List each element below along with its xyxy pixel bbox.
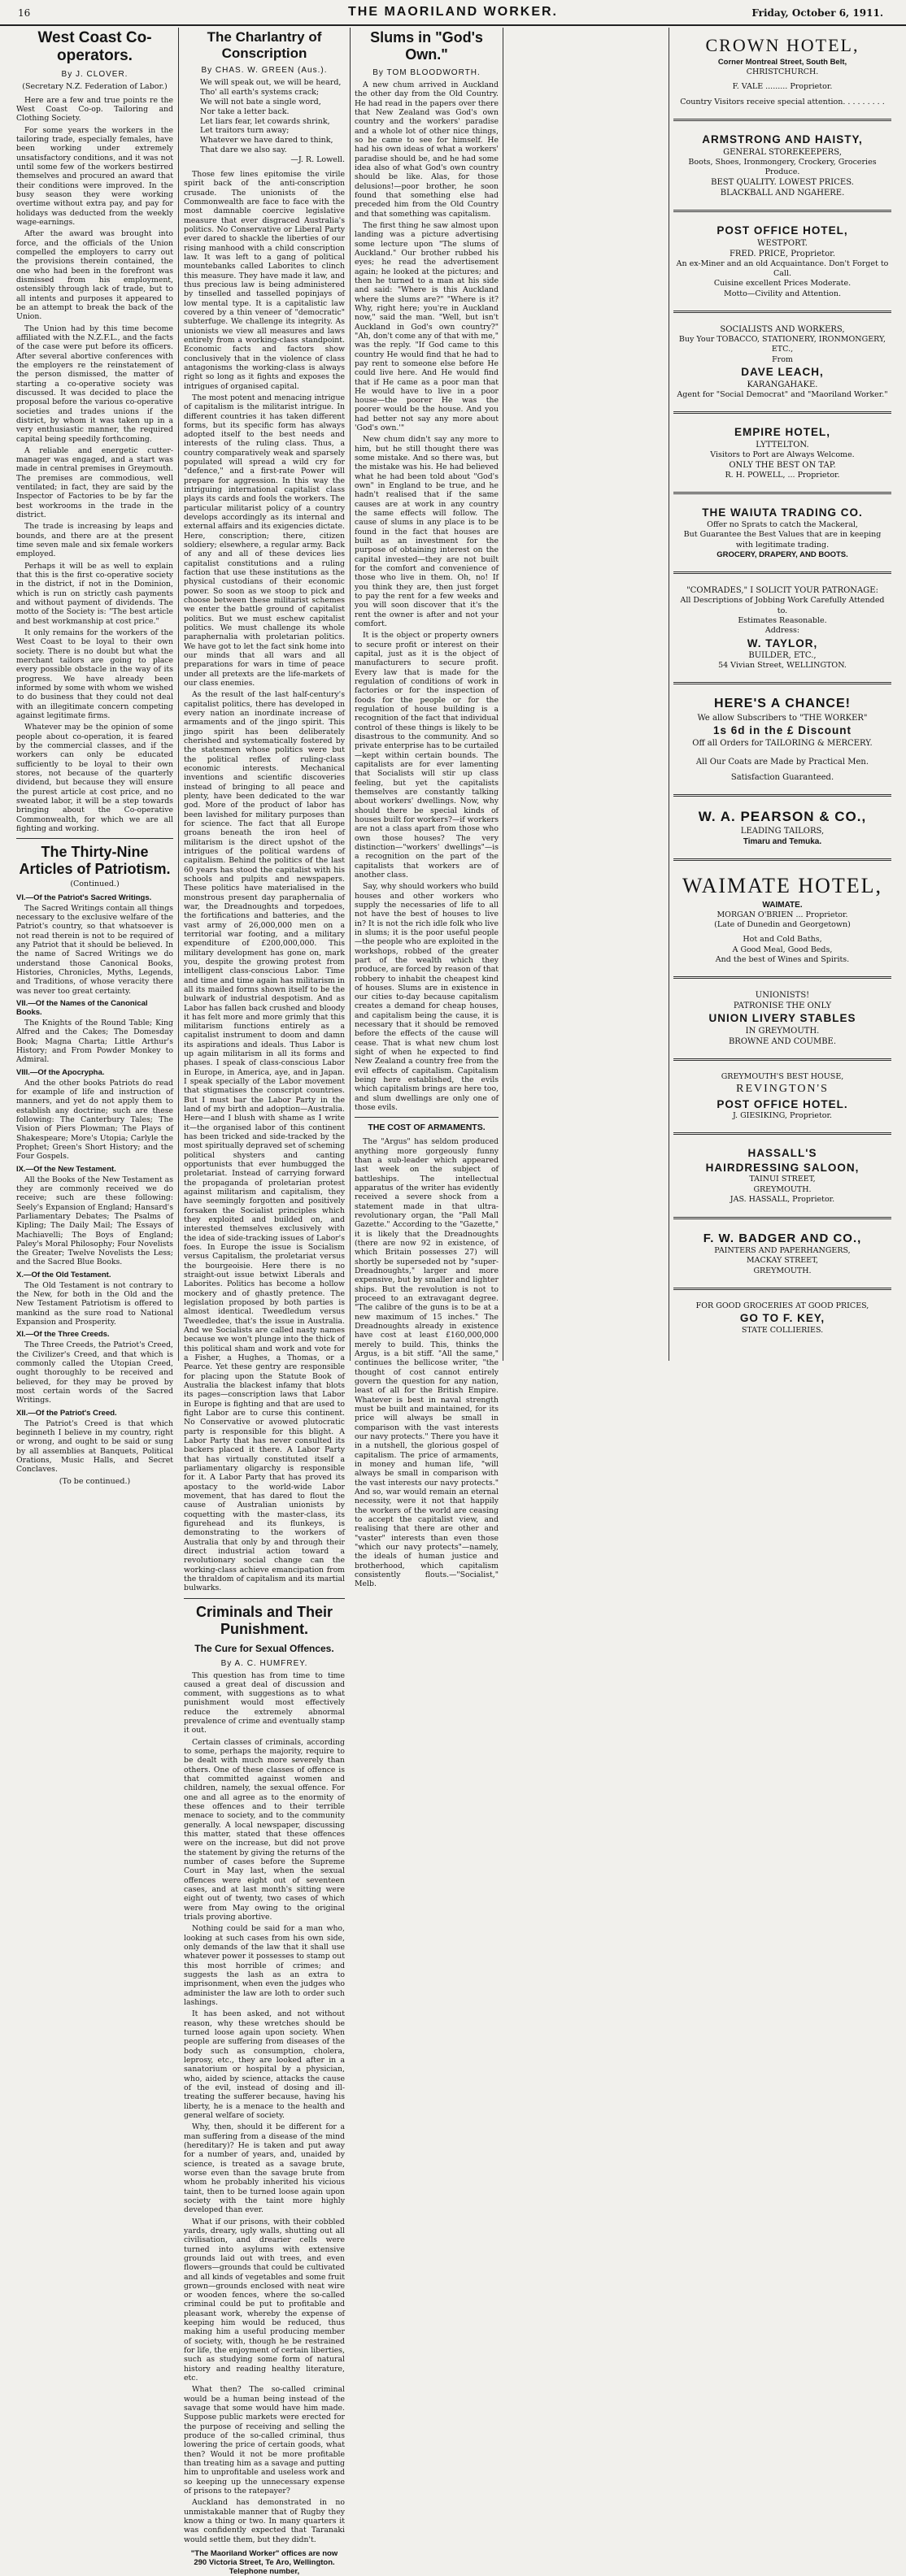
verse-line: We will speak out, we will be heard, xyxy=(200,78,342,88)
divider xyxy=(673,411,891,414)
ad-line: F. VALE ......... Proprietor. xyxy=(732,82,833,92)
ad-line: GENERAL STOREKEEPERS, xyxy=(723,147,842,157)
ad-heading: DAVE LEACH, xyxy=(741,366,824,379)
ad-line: KARANGAHAKE. xyxy=(747,380,818,389)
ad-line: IN GREYMOUTH. xyxy=(745,1026,820,1036)
divider xyxy=(673,858,891,861)
section-heading: VIII.—Of the Apocrypha. xyxy=(16,1067,105,1077)
byline-note: (Secretary N.Z. Federation of Labor.) xyxy=(22,81,168,91)
ad-union-livery xyxy=(673,985,891,1052)
ad-hassalls xyxy=(673,1141,891,1210)
ad-line: And the best of Wines and Spirits. xyxy=(715,955,850,965)
paragraph: The most potent and menacing intrigue of capitalism is the militarist intrigue. In different countries it has taken different forms, but its specific form has always adopted itself to the best needs and interests of the ruling class. Thus, a country comparatively weak and sparsely populated will spread a wild cry for "defence," and a first-rate Power will prepare for aggression. In this way the intriguing international capitalist class plays its cards and fools the workers. The particular militarist policy of a country develops accordingly as its internal and external affairs and its exigencies dictate. Here, conscription; there, citizen soldiery; elsewhere, a regular army. Back of any and all of these devices lies capitalist constitutions and a ruling faction that use these institutions as the physical custodians of their economic power. So soon as we stoop to pick and choose between these militarist schemes we enter the battle ground of capitalist politics. But we must eschew capitalist politics. We must challenge its whole paraphernalia with proletarian politics. We have got to let the fact sink home into our minds that all wars and all preparations for wars in time of peace under all pretexts are the life-markets of our class enemies. xyxy=(184,393,345,689)
paragraph: The Patriot's Creed is that which beginneth I believe in my country, right or wrong, and ought to be said or sung by all assemblies at Banquets, Political Orations, Music Halls, and Secret Conclaves. xyxy=(16,1418,173,1475)
ad-line: J. GIESIKING, Proprietor. xyxy=(732,1111,833,1121)
ad-line: Off all Orders for TAILORING & MERCERY. xyxy=(692,738,873,748)
ad-line: GREYMOUTH'S BEST HOUSE, xyxy=(721,1071,844,1081)
paragraph: The Knights of the Round Table; King Alfred and the Cakes; The Domesday Book; Magna Charta; Little Arthur's History; and From Powder Monkey to Admiral. xyxy=(16,1018,173,1065)
divider xyxy=(673,1058,891,1061)
ad-line: Country Visitors receive special attention. . . . . . . . . xyxy=(680,97,885,106)
ad-line: GREYMOUTH. xyxy=(753,1266,812,1275)
continued-note: (Continued.) xyxy=(70,879,120,888)
ad-line: Satisfaction Guaranteed. xyxy=(730,772,834,782)
ad-dave-leach xyxy=(673,319,891,405)
ad-line: WESTPORT. xyxy=(757,238,808,248)
paragraph: New chum didn't say any more to him, but he still thought there was some mistake. And so there was, but the mistake was his. He had believed what he had been told about "God's own" in England to be true, and he hadn't realised that if the same causes are at work in any country the same effects will follow. The cause of slums in any place is to be found in the fact that houses are built as an investment for the purpose of obtaining interest on the capital invested—they are not built for the comfort and convenience of those who live in them. Oh, no! If you think they are, then just forget to pay the rent for a few weeks and you will soon discover that it's the rent the owner is after and not your comfort. xyxy=(355,435,499,629)
paragraph: The Sacred Writings contain all things necessary to the exclusive welfare of the Patriot's country, so that whatsoever is not read therein is not to be required of any Patriot that it should be believed. In the name of Sacred Writings we do understand those Canonical Books, Histories, Chronicles, Myths, Legends, and Traditions, of whose veracity there was never too great certainty. xyxy=(16,903,173,996)
ad-line: TAINUI STREET, xyxy=(749,1175,816,1184)
ad-line: CHRISTCHURCH. xyxy=(746,67,819,76)
divider xyxy=(673,571,891,574)
ad-line: GREYMOUTH. xyxy=(753,1184,812,1194)
divider xyxy=(673,311,891,313)
paragraph: All the Books of the New Testament as they are commonly received we do receive; such are these following: Seely's Expansion of England; Hansard's Parliamentary Debates; The Psalms of Kipling; The Daily Mail; The Essays of Machiavelli; The Boys of England; Paley's Moral Philosophy; Four Novelists the Greater; Twelve Novelists the Less; and the Sacred Blue Books. xyxy=(16,1175,173,1267)
office-notice: "The Maoriland Worker" offices are now 290 Victoria Street, Te Aro, Wellington. Telephone number, xyxy=(190,2549,338,2576)
paragraph: It has been asked, and not without reason, why these wretches should be turned loose again upon society. When people are suffering from diseases of the body such as consumption, cholera, leprosy, etc., they are looked after in a sanatorium or hospital by a physician, who, aided by science, attacks the cause of the evil, instead of dosing and ill-treating the sufferer because, having his liberty, he is a menace to the health and general welfare of society. xyxy=(184,2009,345,2120)
paragraph: Here are a few and true points re the West Coast Co-op. Tailoring and Clothing Society. xyxy=(16,95,173,124)
ad-line: From xyxy=(772,354,793,364)
paragraph: Whatever may be the opinion of some people about co-operation, it is feared by the commercial classes, and if the workers can only be educated sufficiently to be loyal to their own stores, not because of the quarterly dividend, but because they will ensure the purest article at cost price, and no sweated labor, it will be a step towards bringing about the Co-operative Commonwealth, for which we are all fighting and working. xyxy=(16,723,173,833)
ad-line: PAINTERS AND PAPERHANGERS, xyxy=(714,1246,851,1256)
ad-line: Hot and Cold Baths, xyxy=(743,935,822,945)
ad-heading: W. A. PEARSON & CO., xyxy=(698,808,867,824)
paragraph: A new chum arrived in Auckland the other day from the Old Country. He had read in the papers over there that New Zealand was God's own country and the workers' paradise and a whole lot of other nice things, so he came to see for himself. He had his own ideas of what a workers' paradise should be, and he had some idea also of what God's own country should be like. Alas, for those delusions!—poor brother, he soon found that something else had preceded him from the Old Country and that something was capitalism. xyxy=(355,80,499,219)
section-heading: VII.—Of the Names of the Canonical Books. xyxy=(16,998,148,1017)
paragraph: Auckland has demonstrated in no unmistakable manner that of Rugby they know a thing or two. In many quarters it was confidently expected that Taranaki would settle them, but they didn't. xyxy=(184,2498,345,2544)
paragraph: As the result of the last half-century's capitalist politics, there has developed in every nation an inordinate increase of armaments and of the jingo spirit. This jingo spirit has been deliberately cherished and systematically fostered by the statesmen whose politics were but the political reflex of ruling-class economic interests. Mechanical inventions and scientific discoveries instead of bringing to all peace and plenty, have been dedicated to the war god. More of the product of labor has been lavished for military purposes than for science. The fact that all Europe groans beneath the iron heel of militarism is the direct upshot of the intrigues of the political wardens of capitalism. Behind the politics of the last 60 years has stood the capitalist with his schools and pulpits and newspapers. These politics have materialised in the monstrous present day paraphernalia of war, the Dreadnoughts and torpedoes, the fortifications and batteries, and the vast army of 26,000,000 men on a territorial war footing, and a military expenditure of £200,000,000. This military development has gone on, mark you, despite the growing protest from intelligent class-conscious Labor. Time and time and time again has militarism in all its mailed forms shown itself to be the bulwark of industrial despotism. And as Labor has fallen back crushed and bloody it has felt more and more grimly that this militarism functions entirely as a capitalist instrument to doom and damn its aspirations and ideals. Thus Labor is up again militarism in all its forms and phases. I speak of class-conscious Labor in Europe, in America, aye, and in Japan. I speak specially of the Labor movement that stigmatises the conscript countries. But I must bar the Labor Party in the land of my birth and adoption—Australia. Here—and I blush with shame as I write it—the organised labor of this continent has been tricked and side-tracked by the most spiritually depraved set of scheming political shysters and canting opportunists that ever humbugged the proletariat. Instead of carrying forward the propaganda of proletarian protest against militarism and capitalism, they have seemingly forgotten and positively forsaken the Socialist principles which they exploited and builded on, and interested themselves exclusively with the idea of side-tracking issues of Labor's foes. In Europe the issue is Socialism versus Capitalism, the proletariat versus the bourgeoisie. Here there is no straight-out issue betwixt Liberals and Laborites. Politics has become a hollow mockery and of ghastly pretence. The legislation proposed by both parties is almost identical. Tweedledum versus Tweedledee, that's the issue in Australia. And we Socialists are called nasty names because we won't plunge into the thick of this political sham and work and vote for a Fisher, a Hughes, a Thomas, or a Pearce. Yet these gentry are responsible for placing upon the Statute Book of Australia the blackest infamy that blots its pages—conscription laws that Labor in Europe is fighting and that are used to fight Labor are to curse this continent. No Conservative or avowed plutocratic party is responsible for this blight. A Labor Party that has never consulted its backers placed it there. A Labor Party that has virtually constituted itself a parliamentary oligarchy is responsible for it. A Labor Party that has proved its apostacy to the world-wide Labor movement, that has dared to flout the cause of Australian unionists by coquetting with the master-class, its figurehead and its flunkeys, is demonstrating to the workers of Australia that only by and through their direct industrial action toward a revolutionary social change can the working-class achieve emancipation from the thraldom of capitalism and its martial bulwarks. xyxy=(184,690,345,1593)
ad-line: But Guarantee the Best Values that are in keeping with legitimate trading. xyxy=(683,530,882,550)
ad-heading: F. W. BADGER AND CO., xyxy=(703,1231,862,1245)
paragraph: The first thing he saw almost upon landing was a picture advertising some lecture upon "The slums of Auckland." Our brother rubbed his eyes; he read the advertisement again; he looked at the pictures; and then he turned to a man at his side and said: "Where is this Auckland where the slums are?" "Where is it? Why, right here; you're in Auckland now," said the man. "Well, but isn't Auckland in God's own country?" "Ah, don't come any of that with me," was the reply. "If God came to this country He would find that he had to pay rent to someone else before He could live here. And He would find that if He came as a poor man that He would have to live in a poor house—the poorer He was the poorer would be the house. And you had better not say any more about 'God's own.'" xyxy=(355,220,499,433)
masthead xyxy=(0,0,906,26)
ad-revingtons xyxy=(673,1067,891,1126)
paragraph: Perhaps it will be as well to explain that this is the first co-operative society in the district, if not in the Dominion, which is run on strictly cash payments and without payment of dividends. The motto of the Society is: "The best article and best workmanship at cost price." xyxy=(16,561,173,626)
article-title: The Charlantry of Conscription xyxy=(207,29,322,61)
ad-heading: HAIRDRESSING SALOON, xyxy=(705,1161,860,1174)
divider xyxy=(673,1132,891,1135)
paragraph: The "Argus" has seldom produced anything more gorgeously funny than a sub-leader which appeared last week on the subject of battleships. The intellectual apparatus of the writer has evidently received a severe shock from a statement made in that ultra-revolutionary organ, the "Pall Mall Gazette." According to the "Gazette," it is likely that the Dreadnoughts (there are now 92 in existence, of which Britain possesses 27) will shortly be superseded not by "super-Dreadnoughts," larger and more expensive, but by smaller and lighter ships. But the revolution is not to proceed to an extravagant degree. "The calibre of the guns is to be at a new maximum of 15 inches." The Dreadnoughts already in existence have cost at least £160,000,000 merely to build. This, thinks the Argus, is a bit stiff. "All the same," continues the bellicose writer, "the thought of cost cannot entirely govern the question for any nation, least of all for the British Empire. Whatever is best in naval strength must be built and maintained, for its price will always be small in comparison with the vast interests our navy protects." There you have it in a nutshell, the glorious gospel of capitalism. The price of armaments, in money and human life, "will always be small in comparison with the vast interests our navy protects." And so, war would remain an eternal necessity, were it not that happily the workers of the world are ceasing to accept the capitalist view, and realising that there are other and "vaster" interests than even those "which our navy protects"—namely, the ideals of human justice and brotherhood, which capitalism consistently flouts.—"Socialist," Melb. xyxy=(355,1137,499,1589)
byline: By A. C. HUMFREY. xyxy=(220,1658,308,1668)
byline: By CHAS. W. GREEN (Aus.). xyxy=(201,66,328,76)
ad-line: UNIONISTS! xyxy=(755,991,810,1001)
paragraph: What then? The so-called criminal would be a human being instead of the savage that some would have him made. Suppose public markets were erected for the purpose of receiving and selling the produce of the so-called criminal, thus lowering the price of certain goods, what then? Would it not be more profitable than treating him as a savage and putting him to unprofitable and useless work and so keeping up the unnecessary expense of prisons to the ratepayer? xyxy=(184,2385,345,2496)
ad-post-office-hotel xyxy=(673,219,891,304)
article-title: West Coast Co-operators. xyxy=(37,29,152,64)
divider xyxy=(184,1598,345,1599)
verse-line: Let traitors turn away; xyxy=(200,126,290,136)
section-heading: XI.—Of the Three Creeds. xyxy=(16,1330,110,1340)
column-1 xyxy=(16,29,173,1486)
paragraph: It only remains for the workers of the West Coast to be loyal to their own society. There is no doubt but what the merchant tailors are going to place every possible obstacle in the way of its progress. We have already been informed by some with whom we wished to do business that they could not deal with an illegitimate concern competing against legitimate firms. xyxy=(16,628,173,721)
divider xyxy=(673,794,891,797)
ad-heading: EMPIRE HOTEL, xyxy=(734,426,830,439)
ad-line: STATE COLLIERIES. xyxy=(741,1325,824,1335)
paragraph: After the award was brought into force, and the officials of the Union compelled the employers to carry out the provisions therein contained, the one who had been in the forefront was dismissed from his employment, ostensibly through lack of trade, but to all intents and purposes it appeared to be an attempt to break the back of the Union. xyxy=(16,229,173,322)
paragraph: The Old Testament is not contrary to the New, for both in the Old and the New Testament Patriotism is offered to mankind as the sure road to National Expansion and Prosperity. xyxy=(16,1280,173,1327)
ad-line: Boots, Shoes, Ironmongery, Crockery, Groceries Produce. xyxy=(688,157,877,176)
ad-waiuta-trading xyxy=(673,501,891,565)
section-heading: VI.—Of the Patriot's Sacred Writings. xyxy=(16,893,152,902)
ad-line: All Descriptions of Jobbing Work Carefully Attended to. xyxy=(680,596,885,615)
paragraph: Those few lines epitomise the virile spirit back of the anti-conscription crusade. The unionists of the Commonwealth are face to face with the most damnable coercive legislative measure that ever disgraced Australia's politics. No Conservative or Liberal Party ever dared to shackle the liberties of our rising manhood with a child conscription law. It was left to a gang of political mountebanks called Laborites to clinch this measure. They have made it law, and thus precious law is being administered by tinselled and tasselled popinjays of low mental type. It is a capitalistic law covered by a thin veneer of "democratic" subterfuge. We challenge its integrity. As unionists we view all measures and laws entirely from a working-class standpoint. Economic facts and factors show conclusively that in the violence of class antagonisms the working-class is always right so long as it fights and exposes the intrigues of organised capital. xyxy=(184,169,345,391)
ad-heading: SOCIALISTS AND WORKERS, xyxy=(720,325,845,335)
article-title: THE COST OF ARMAMENTS. xyxy=(368,1123,486,1133)
paragraph: This question has from time to time caused a great deal of discussion and comment, with suggestions as to what punishment would most effectively reduce the extremely abnormal prevalence of crime and eventually stamp it out. xyxy=(184,1670,345,1735)
ad-line: FOR GOOD GROCERIES AT GOOD PRICES, xyxy=(695,1301,869,1311)
ad-line: LYTTELTON. xyxy=(756,440,809,450)
ad-line: Offer no Sprats to catch the Mackeral, xyxy=(707,519,858,529)
ad-line: Buy Your TOBACCO, STATIONERY, IRONMONGERY, ETC., xyxy=(678,335,886,354)
ad-line: Agent for "Social Democrat" and "Maoriland Worker." xyxy=(677,389,888,399)
ad-line: JAS. HASSALL, Proprietor. xyxy=(730,1195,835,1205)
ad-line: ONLY THE BEST ON TAP. xyxy=(729,460,836,470)
ad-line: Estimates Reasonable. xyxy=(738,615,827,625)
divider xyxy=(673,1288,891,1290)
paragraph: Why, then, should it be different for a man suffering from a disease of the mind (hereditary)? He is taken and put away for a number of years, and, unaided by science, is treated as a savage brute, worse even than the savage brute from whom he probably inherited his vicious taint, then to be turned loose again upon society with the taint more highly developed than ever. xyxy=(184,2122,345,2215)
issue-date: Friday, October 6, 1911. xyxy=(751,7,883,19)
column-rule xyxy=(178,28,179,1361)
ad-line: Cuisine excellent Prices Moderate. xyxy=(713,279,852,289)
column-rule xyxy=(350,28,351,1361)
ad-line: PATRONISE THE ONLY xyxy=(733,1001,832,1011)
ad-heading: HERE'S A CHANCE! xyxy=(714,697,851,711)
ad-w-taylor xyxy=(673,580,891,675)
ad-heading: W. TAYLOR, xyxy=(747,636,818,649)
column-2 xyxy=(184,29,345,2576)
ad-line: Timaru and Temuka. xyxy=(743,836,822,846)
divider xyxy=(673,492,891,494)
paragraph: The Union had by this time become affiliated with the N.Z.F.L., and the facts of the case were put before its officers. After several abortive conferences with the employers re the reinstatement of the person dismissed, the matter of starting a co-operative society was discussed. It was decided to place the proposal before the various co-operative societies and trades unions if the district, by whom it was taken up in a very enthusiastic manner, the required capital being speedily forthcoming. xyxy=(16,324,173,444)
ad-line: MACKAY STREET, xyxy=(746,1256,819,1266)
ad-line: WAIMATE. xyxy=(762,900,803,910)
ad-line: Motto—Civility and Attention. xyxy=(724,289,841,298)
divider xyxy=(673,976,891,979)
ad-waimate-hotel xyxy=(673,867,891,971)
continued-note: (To be continued.) xyxy=(59,1476,131,1486)
ad-heading: 1s 6d in the £ Discount xyxy=(712,724,852,737)
ad-line: BEST QUALITY. LOWEST PRICES. xyxy=(711,178,854,188)
ad-heading: ARMSTRONG AND HAISTY, xyxy=(702,132,863,146)
divider xyxy=(673,682,891,684)
ad-line: (Late of Dunedin and Georgetown) xyxy=(714,920,851,930)
ad-line: Corner Montreal Street, South Belt, xyxy=(717,57,847,67)
ad-armstrong-haisty xyxy=(673,128,891,203)
ad-line: We allow Subscribers to "THE WORKER" xyxy=(697,714,868,723)
ads-column xyxy=(673,29,891,1362)
verse-line: Let liars fear, let cowards shrink, xyxy=(200,116,330,126)
ad-line: FRED. PRICE, Proprietor. xyxy=(729,249,836,258)
verse-line: Whatever we have dared to think, xyxy=(200,136,333,146)
newspaper-title: THE MAORILAND WORKER. xyxy=(348,5,558,19)
ad-line: Address: xyxy=(764,626,800,636)
article-subtitle: The Cure for Sexual Offences. xyxy=(194,1642,334,1654)
ad-line: An ex-Miner and an old Acquaintance. Don't Forget to Call. xyxy=(676,258,889,279)
paragraph: Certain classes of criminals, according to some, perhaps the majority, require to be dealt with much more severely than others. One of these classes of offence is that committed against women and children, namely, the sexual offence. For one and all agree as to the enormity of these offences and to their terrible menace to society, and to the community generally. A local newspaper, discussing this matter, stated that these offences were on the increase, but did not prove the statement by giving the returns of the number of cases before the Supreme Court in May last, when the sexual offences were eight out of seventeen cases, and at last month's sitting were eight out of twenty, two cases of which were from May owing to the original trials proving abortive. xyxy=(184,1737,345,1922)
ad-line: MORGAN O'BRIEN ... Proprietor. xyxy=(717,910,848,919)
ad-crown-hotel xyxy=(673,29,891,112)
verse-line: —J. R. Lowell. xyxy=(290,155,345,165)
ad-line: 54 Vivian Street, WELLINGTON. xyxy=(718,661,847,671)
column-3 xyxy=(355,29,499,1589)
paragraph: For some years the workers in the tailoring trade, especially females, have been working under extremely unsatisfactory conditions, and it was not until some few of the workers bestirred themselves and procured an award that their conditions were improved. In the busy season they were working overtime without extra pay, and pay for holidays was deducted from the weekly wage-earnings. xyxy=(16,125,173,227)
article-title: Criminals and Their Punishment. xyxy=(195,1603,333,1637)
paragraph: Nothing could be said for a man who, looking at such cases from his own side, only demands of the law that it shall use whatever power it possesses to stamp out this most horrible of crimes; and suggests the lash as an extra to imprisonment, when even the judges who administer the law are loth to order such lashings. xyxy=(184,1924,345,2007)
article-title: The Thirty-Nine Articles of Patriotism. xyxy=(19,844,171,877)
paragraph: The Three Creeds, the Patriot's Creed, the Civilizer's Creed, and that which is commonly called the Utopian Creed, ought thoroughly to be received and believed, for they may be proved by most certain words of the Sacred Writings. xyxy=(16,1340,173,1405)
ad-heading: GO TO F. KEY, xyxy=(739,1312,825,1325)
ad-line: LEADING TAILORS, xyxy=(740,826,825,836)
ad-heading: UNION LIVERY STABLES xyxy=(708,1012,856,1025)
ad-badger xyxy=(673,1226,891,1282)
ad-heading: THE WAIUTA TRADING CO. xyxy=(702,506,863,519)
divider xyxy=(673,119,891,121)
paragraph: The trade is increasing by leaps and bounds, and there are at the present time seven male and six female workers employed. xyxy=(16,522,173,559)
ad-empire-hotel xyxy=(673,420,891,485)
ad-heading: POST OFFICE HOTEL, xyxy=(717,224,848,237)
ad-heading: "COMRADES," I SOLICIT YOUR PATRONAGE: xyxy=(686,586,878,596)
ad-line: R. H. POWELL, ... Proprietor. xyxy=(725,470,840,480)
verse-line: Tho' all earth's systems crack; xyxy=(200,87,320,97)
divider xyxy=(355,1117,499,1118)
ad-f-key xyxy=(673,1297,891,1340)
ad-line: GROCERY, DRAPERY, AND BOOTS. xyxy=(717,550,848,559)
paragraph: It is the object or property owners to secure profit or interest on their capital, just as it is the object of manufacturers to secure profit. Every law that is made for the regulation of conditions of work in factories or for the inspection of foods for the people or for the regulation of house building is a recognition of the fact that individual control of these things is likely to be disastrous to the community. And so private enterprise has to be curtailed—kept within certain bounds. The capitalists are for ever lamenting that Socialists will stir up class feeling, but yet the capitalists themselves are constantly talking about workers' dwellings. Now, why should there be special kinds of houses built for workers?—if workers are not a class apart from those who own those houses? The very distinction—"workers' dwellings"—is a recognition on the part of the capitalists that workers are of another class. xyxy=(355,631,499,880)
verse-line: We will not bate a single word, xyxy=(200,97,321,106)
ad-line: Visitors to Port are Always Welcome. xyxy=(710,450,855,459)
article-title: Slums in "God's Own." xyxy=(370,29,483,63)
section-heading: XII.—Of the Patriot's Creed. xyxy=(16,1408,117,1418)
ad-heading: WAIMATE HOTEL, xyxy=(682,873,883,897)
ad-heading: CROWN HOTEL, xyxy=(705,35,860,55)
ad-line: A Good Meal, Good Beds, xyxy=(732,945,833,954)
ad-heres-a-chance xyxy=(673,691,891,787)
byline: By J. CLOVER. xyxy=(61,69,128,79)
page-number: 16 xyxy=(18,7,31,19)
ad-heading: POST OFFICE HOTEL. xyxy=(717,1097,848,1110)
divider xyxy=(673,210,891,212)
paragraph: A reliable and energetic cutter-manager was engaged, and a start was made in central premises in Greymouth. The premises are commodious, well ventilated; in fact, they are said by the Inspector of Factories to be by far the best workrooms in the trade in the district. xyxy=(16,445,173,520)
ad-line: All Our Coats are Made by Practical Men. xyxy=(695,757,869,767)
ad-heading: HASSALL'S xyxy=(747,1147,817,1160)
byline: By TOM BLOODWORTH. xyxy=(372,68,481,77)
paragraph: And the other books Patriots do read for example of life and instruction of manners, and yet do not apply them to establish any doctrine; such are these following: The Canterbury Tales; The Vision of Piers Plowman; The Plays of Shakespeare; More's Utopia; Carlyle the Prophet; Green's Short History; and the Four Gospels. xyxy=(16,1078,173,1162)
divider xyxy=(673,1217,891,1219)
ad-line: BLACKBALL AND NGAHERE. xyxy=(720,189,845,198)
section-heading: IX.—Of the New Testament. xyxy=(16,1164,116,1174)
verse-line: Nor take a letter back. xyxy=(200,106,290,116)
paragraph: What if our prisons, with their cobbled yards, dreary, ugly walls, shutting out all civilisation, and drearier cells were turned into asylums with extensive grounds laid out with trees, and even flowers—grounds that could be cultivated and all kinds of vegetables and some fruit grown—grounds enclosed with neat wire or wooden fences, where the so-called criminal could be put to profitable and pleasant work, whereby the expense of keeping him would be reduced, thus making him a useful producing member of society, with, though he be restrained for life, the enjoyment of certain liberties, such as studying some form of natural history and reading healthy literature, etc. xyxy=(184,2217,345,2383)
paragraph: Say, why should workers who build houses and other workers who supply the necessaries of life to all not have the best of houses to live in? It is not the rich idle folk who live in slums; it is the poor useful people—the people who are exploited in the workshops, robbed of the greater part of the wealth which they produce, are forced by reason of that robbery to inhabit the cheapest kind of houses. Slums are in existence in our cities to-day because capitalism creates a demand for cheap houses, and capitalism being the cause, it is necessary that it should be removed before the effects of the cause will cease. That is what new chum lost sight of when he expected to find New Zealand a country free from the evil effects of capitalism. Capitalism being here established, the evils which capitalism brings are here too, and slum dwellings are only one of those evils. xyxy=(355,882,499,1113)
divider xyxy=(16,838,173,839)
ad-line: BUILDER, ETC., xyxy=(748,651,817,661)
verse xyxy=(184,78,345,165)
ad-line: BROWNE AND COUMBE. xyxy=(728,1036,837,1046)
ad-heading: REVINGTON'S xyxy=(736,1083,829,1096)
section-heading: X.—Of the Old Testament. xyxy=(16,1270,111,1279)
verse-line: That dare we also say. xyxy=(200,146,287,155)
ad-pearson-tailors xyxy=(673,803,891,852)
